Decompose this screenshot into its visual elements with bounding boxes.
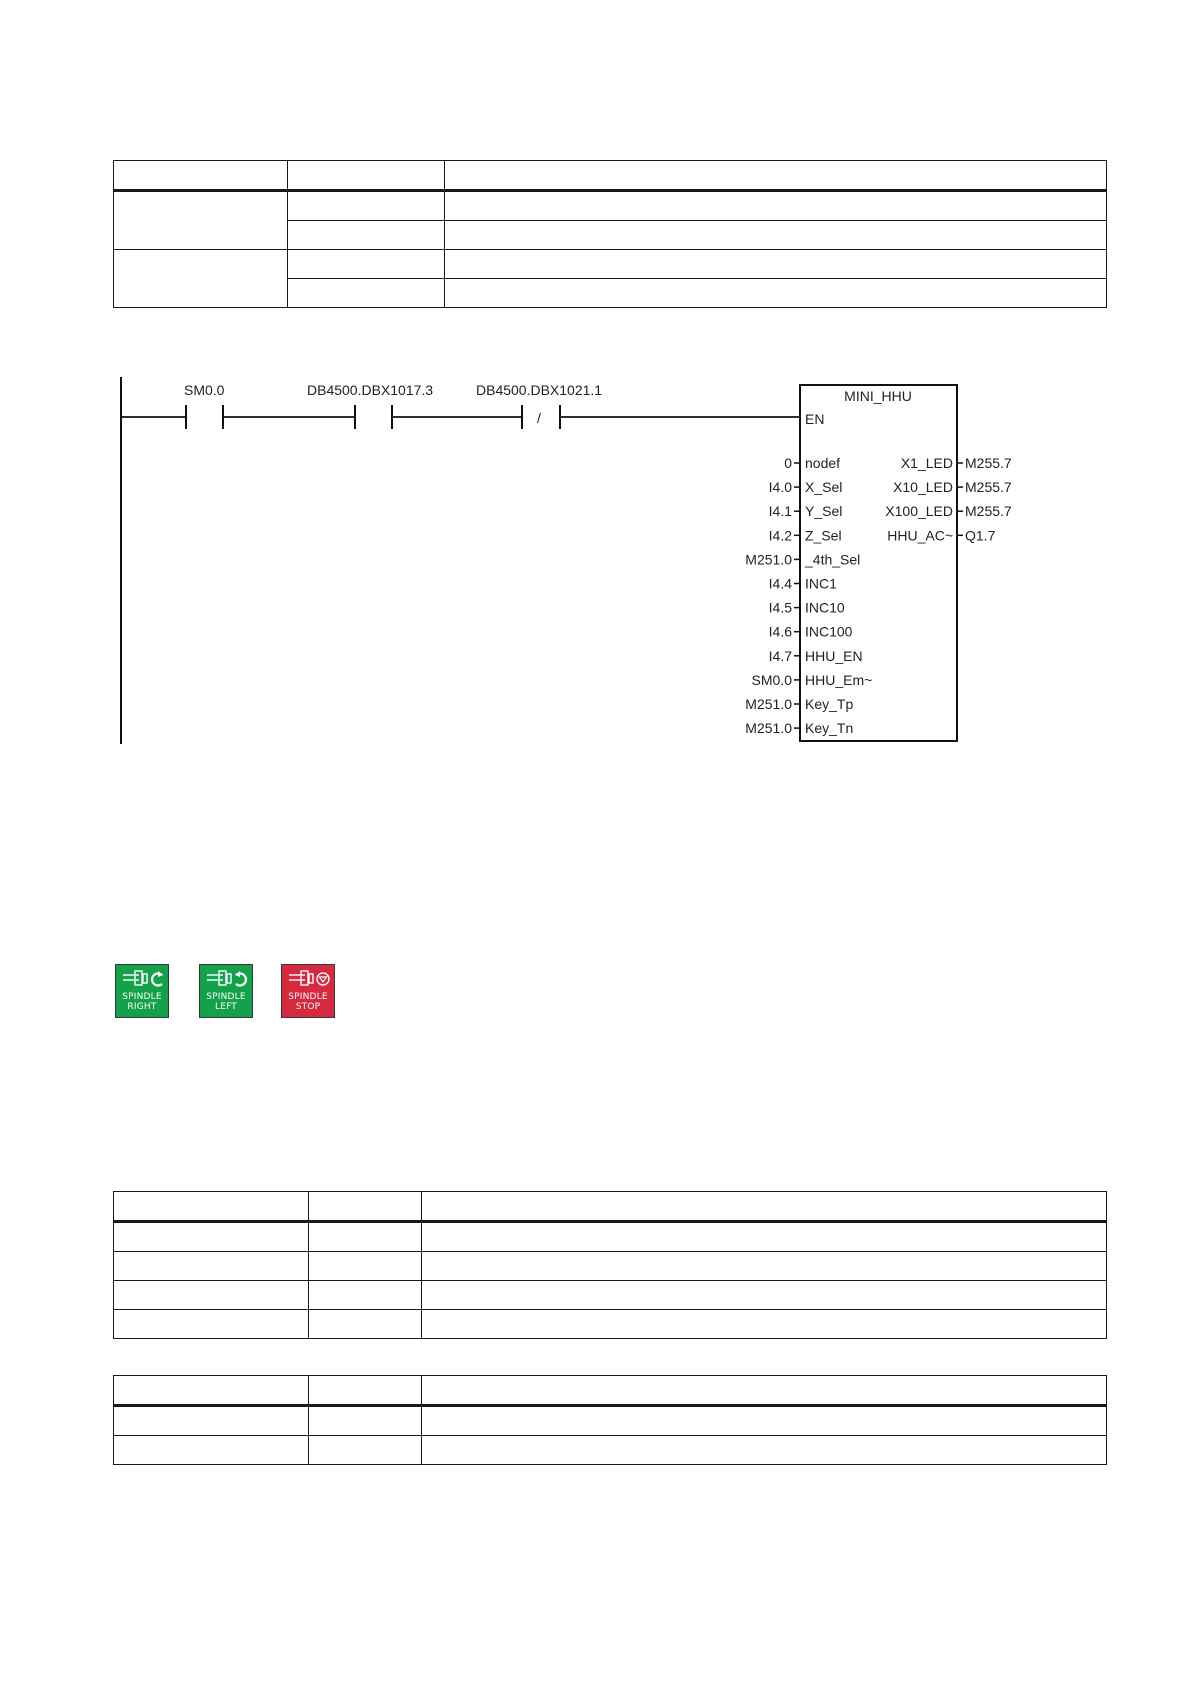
table-3-header [114,1376,1107,1406]
table-2-header [114,1192,1107,1222]
spindle-stop-button[interactable] [281,964,335,1018]
table-row [114,1252,1107,1281]
input-operand: M251.0 [745,720,792,737]
table-1 [113,160,1107,308]
table-row [114,191,1107,221]
spindle-left-caption: SPINDLE LEFT [206,992,246,1012]
spindle-right-caption: SPINDLE RIGHT [122,992,162,1012]
contact-2-label: DB4500.DBX1017.3 [307,382,434,398]
input-operand: I4.7 [768,647,792,664]
input-pin-label: Key_Tn [805,720,854,737]
input-operand: 0 [784,455,792,471]
input-pin-label: INC10 [805,599,845,616]
input-operand: SM0.0 [751,671,792,688]
table-row [114,250,1107,279]
output-pin-label: X1_LED [900,455,953,471]
contact-1-label: SM0.0 [184,382,225,398]
table-2 [113,1191,1107,1339]
ladder-diagram [110,372,1030,752]
spindle-left-button[interactable] [199,964,253,1018]
block-title: MINI_HHU [844,388,912,404]
input-pin-label: X_Sel [805,479,843,496]
output-pin-label: HHU_AC~ [887,527,953,544]
output-operand: M255.7 [965,503,1012,520]
contact-3-label: DB4500.DBX1021.1 [476,382,603,398]
table-row [114,1406,1107,1436]
table-row [114,1436,1107,1465]
output-pin-label: X100_LED [885,503,953,520]
input-operand: M251.0 [745,696,792,712]
input-pin-label: HHU_Em~ [805,671,873,688]
table-row [114,1222,1107,1252]
table-row [114,1281,1107,1310]
input-operand: I4.6 [768,623,792,640]
input-operand: I4.5 [768,599,792,616]
input-operand: I4.0 [768,479,792,496]
table-3 [113,1375,1107,1465]
contact-3-symbol: / [537,410,541,426]
input-pin-label: Y_Sel [805,503,843,520]
function-block-mini-hhu [745,385,1012,741]
spindle-right-icon [121,969,165,991]
spindle-left-icon [205,969,249,991]
spindle-stop-icon [287,969,331,991]
input-pin-label: _4th_Sel [805,551,861,568]
contact-sm0-0 [184,382,225,429]
table-row [114,1310,1107,1339]
input-pin-label: HHU_EN [805,647,863,664]
output-operand: M255.7 [965,479,1012,496]
table-1-header [114,161,1107,191]
output-pin-label: X10_LED [893,479,953,496]
contact-db4500-dbx1021-1 [476,382,602,429]
input-operand: M251.0 [745,551,792,568]
input-pin-label: Key_Tp [805,696,854,712]
input-operand: I4.2 [768,527,792,544]
input-pin-label: INC1 [805,575,837,592]
en-pin: EN [805,411,825,427]
input-pin-label: nodef [805,455,841,471]
output-operand: Q1.7 [965,527,996,544]
output-operand: M255.7 [965,455,1012,471]
input-pin-label: Z_Sel [805,527,842,544]
contact-db4500-dbx1017-3 [307,382,433,429]
input-pin-label: INC100 [805,623,853,640]
spindle-stop-caption: SPINDLE STOP [288,992,328,1012]
input-operand: I4.1 [768,503,792,520]
spindle-right-button[interactable] [115,964,169,1018]
input-operand: I4.4 [768,575,792,592]
